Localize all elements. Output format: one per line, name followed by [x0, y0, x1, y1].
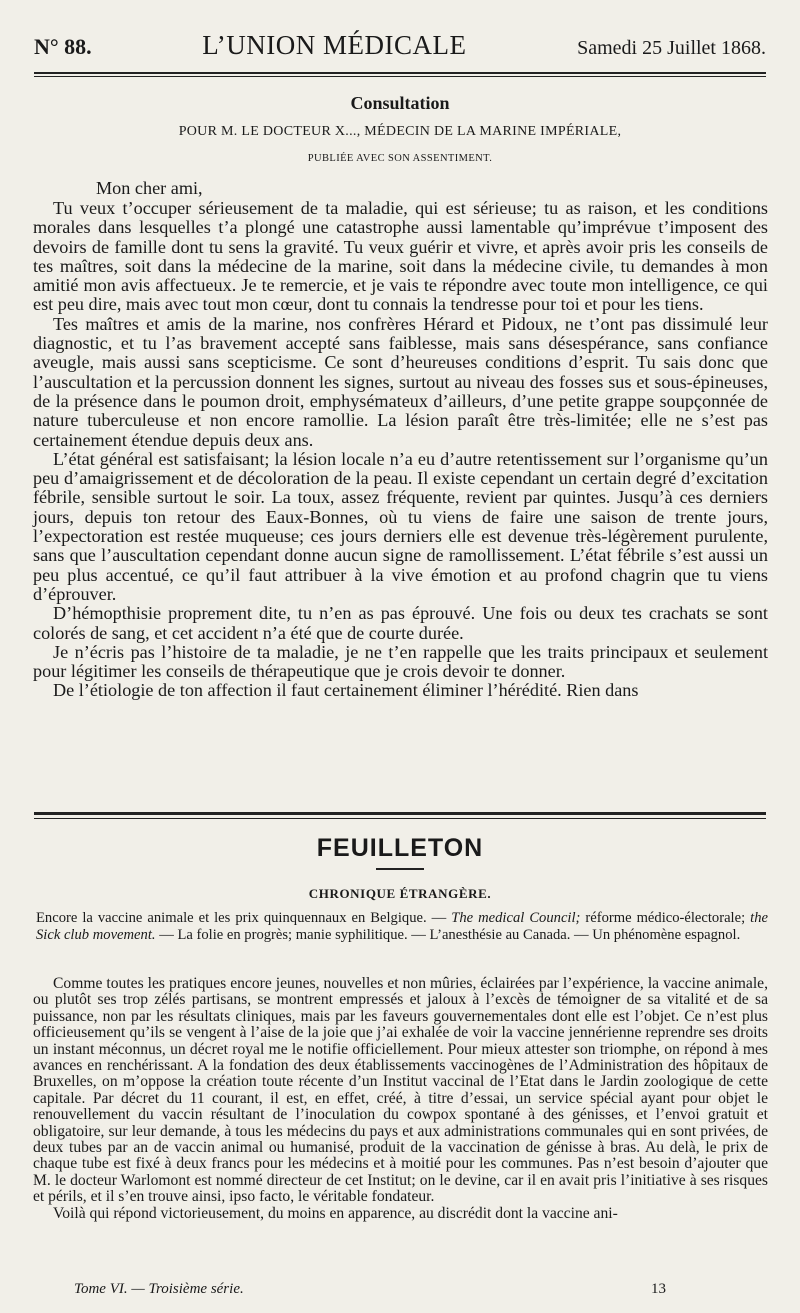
issue-number: N° 88.: [34, 34, 92, 59]
page-footer: [74, 1281, 666, 1298]
header-rule: [34, 72, 766, 74]
summary-text: Encore la vaccine animale et les prix quinquennaux en Belgique. —: [36, 910, 452, 926]
article-paragraph: D’hémopthisie proprement dite, tu n’en as pas éprouvé. Une fois ou deux tes crachats se sont colorés de sang, et cet accident n’a été que de courte durée.: [33, 603, 768, 643]
summary-emphasis: The medical Council;: [451, 910, 581, 926]
feuilleton-summary: [36, 910, 768, 944]
summary-emphasis: the Sick club movement.: [36, 910, 768, 943]
article-subtitle-note: PUBLIÉE AVEC SON ASSENTIMENT.: [307, 153, 493, 164]
feuilleton-paragraph: Comme toutes les pratiques encore jeunes, nouvelles et non mûries, éclairées par l’expérience, la vaccine animale, ou plutôt ses trop zélés partisans, se montrent empressés et jaloux à l’excès de témoigner de sa vitalité et de sa puissance, non par les résultats cliniques, mais par les faveurs gouvernementales dont elle est l’objet. Ce n’est plus officieusement qu’ils se vengent à l’aise de la joie que j’ai exhalée de voir la vaccine jennérienne reprendre ses droits un instant méconnus, un décret royal me le notifie officiellement. Pour mieux attester son triomphe, on répond à mes avances en renchérissant. A la fondation des deux établissements vaccinogènes de l’Administration des hôpitaux de Bruxelles, on m’oppose la création toute récente d’un Institut vaccinal de l’Etat dans le Jardin zoologique de cette capitale. Par décret du 11 courant, il est, en effet, créé, à titre d’essai, un service spécial ayant pour objet le renouvellement du vaccin résultant de l’inoculation du cowpox spontané à des génisses, et l’envoi gratuit et obligatoire, sur leur demande, à tous les médecins du pays et aux administrations communales qui en sont privées, de deux tubes par an de vaccin animal ou humanisé, produit de la vaccination de génisse à bras. Au delà, le prix de chaque tube est fixé à deux francs pour les médecins et à moitié pour les communes. Pas n’est besoin d’ajouter que M. le docteur Warlomont est nommé directeur de cet Institut; on le devine, car il en avait pris l’initiative à ses risques et périls, et il s’en trouve ainsi, ipso facto, le véritable fondateur.: [33, 975, 768, 1206]
article-title: Consultation: [350, 93, 450, 113]
feuilleton-heading: FEUILLETON: [316, 834, 484, 862]
article-subtitle: POUR M. LE DOCTEUR X..., MÉDECIN DE LA MARINE IMPÉRIALE,: [178, 124, 622, 139]
summary-text: réforme médico-électorale;: [580, 910, 751, 926]
header-rule-thin: [34, 76, 766, 77]
article-body: [33, 199, 768, 701]
article-paragraph: L’état général est satisfaisant; la lésion locale n’a eu d’autre retentissement sur l’organisme qu’un peu d’amaigrissement et de décoloration de la peau. Il existe cependant un certain degré d’excitation fébrile, sensible surtout le soir. La toux, assez fréquente, revient par quintes. Jusqu’à ces derniers jours, depuis ton retour des Eaux-Bonnes, où tu viens de faire une saison de trente jours, l’expectoration est restée muqueuse; ces jours derniers elle est devenue très-légèrement purulente, sans que l’auscultation cependant donne aucun signe de ramollissement. L’état fébrile s’est aussi un peu plus accentué, ce qu’il faut attribuer à la vive émotion et au profond chagrin que tu viens d’éprouver.: [33, 448, 768, 604]
summary-text: — La folie en progrès; manie syphilitique. — L’anesthésie au Canada. — Un phénomène espagnol.: [155, 927, 741, 943]
salutation: Mon cher ami,: [96, 178, 203, 198]
journal-title: L’UNION MÉDICALE: [202, 30, 467, 60]
heading-dash: [376, 868, 424, 870]
section-divider-thin: [34, 818, 766, 819]
article-paragraph: Je n’écris pas l’histoire de ta maladie, je ne t’en rappelle que les traits principaux et seulement pour légitimer les conseils de thérapeutique que je crois devoir te donner.: [33, 641, 768, 682]
article-paragraph: Tu veux t’occuper sérieusement de ta maladie, qui est sérieuse; tu as raison, et les conditions morales dans lesquelles t’a plongé une catastrophe aussi lamentable qu’imprévue t’imposent des devoirs de famille dont tu sens la gravité. Tu veux guérir et vivre, et après avoir pris les conseils de tes maîtres, soit dans la médecine de la marine, soit dans la médecine civile, tu demandes à mon amitié mon avis affectueux. Je te remercie, et je vais te répondre avec toute mon intelligence, ce qui est peu dire, mais avec tout mon cœur, dont tu connais la tendresse pour toi et pour les tiens.: [33, 198, 768, 315]
issue-date: Samedi 25 Juillet 1868.: [577, 37, 766, 59]
feuilleton-paragraph: Voilà qui répond victorieusement, du moins en apparence, au discrédit dont la vaccine ani-: [53, 1204, 618, 1222]
feuilleton-body: [33, 976, 768, 1222]
section-divider: [34, 812, 766, 815]
chronique-heading: CHRONIQUE ÉTRANGÈRE.: [308, 886, 492, 901]
article-paragraph: Tes maîtres et amis de la marine, nos confrères Hérard et Pidoux, ne t’ont pas dissimulé leur diagnostic, et tu l’as bravement accepté sans faiblesse, mais sans désespérance, sans confiance aveugle, mais aussi sans scepticisme. Ce sont d’heureuses conditions d’esprit. Tu sais donc que l’auscultation et la percussion donnent les signes, surtout au niveau des fosses sus et sous-épineuses, de la présence dans le poumon droit, emphysémateux d’ailleurs, d’une petite grappe soupçonnée de nature tuberculeuse et non encore ramollie. La lésion paraît être très-limitée; elle ne s’est pas certainement étendue depuis deux ans.: [33, 313, 768, 450]
volume-info: Tome VI. — Troisième série.: [74, 1281, 244, 1297]
page-number: 13: [651, 1281, 666, 1297]
page-header: [34, 30, 766, 70]
article-paragraph: De l’étiologie de ton affection il faut certainement éliminer l’hérédité. Rien dans: [53, 680, 639, 701]
